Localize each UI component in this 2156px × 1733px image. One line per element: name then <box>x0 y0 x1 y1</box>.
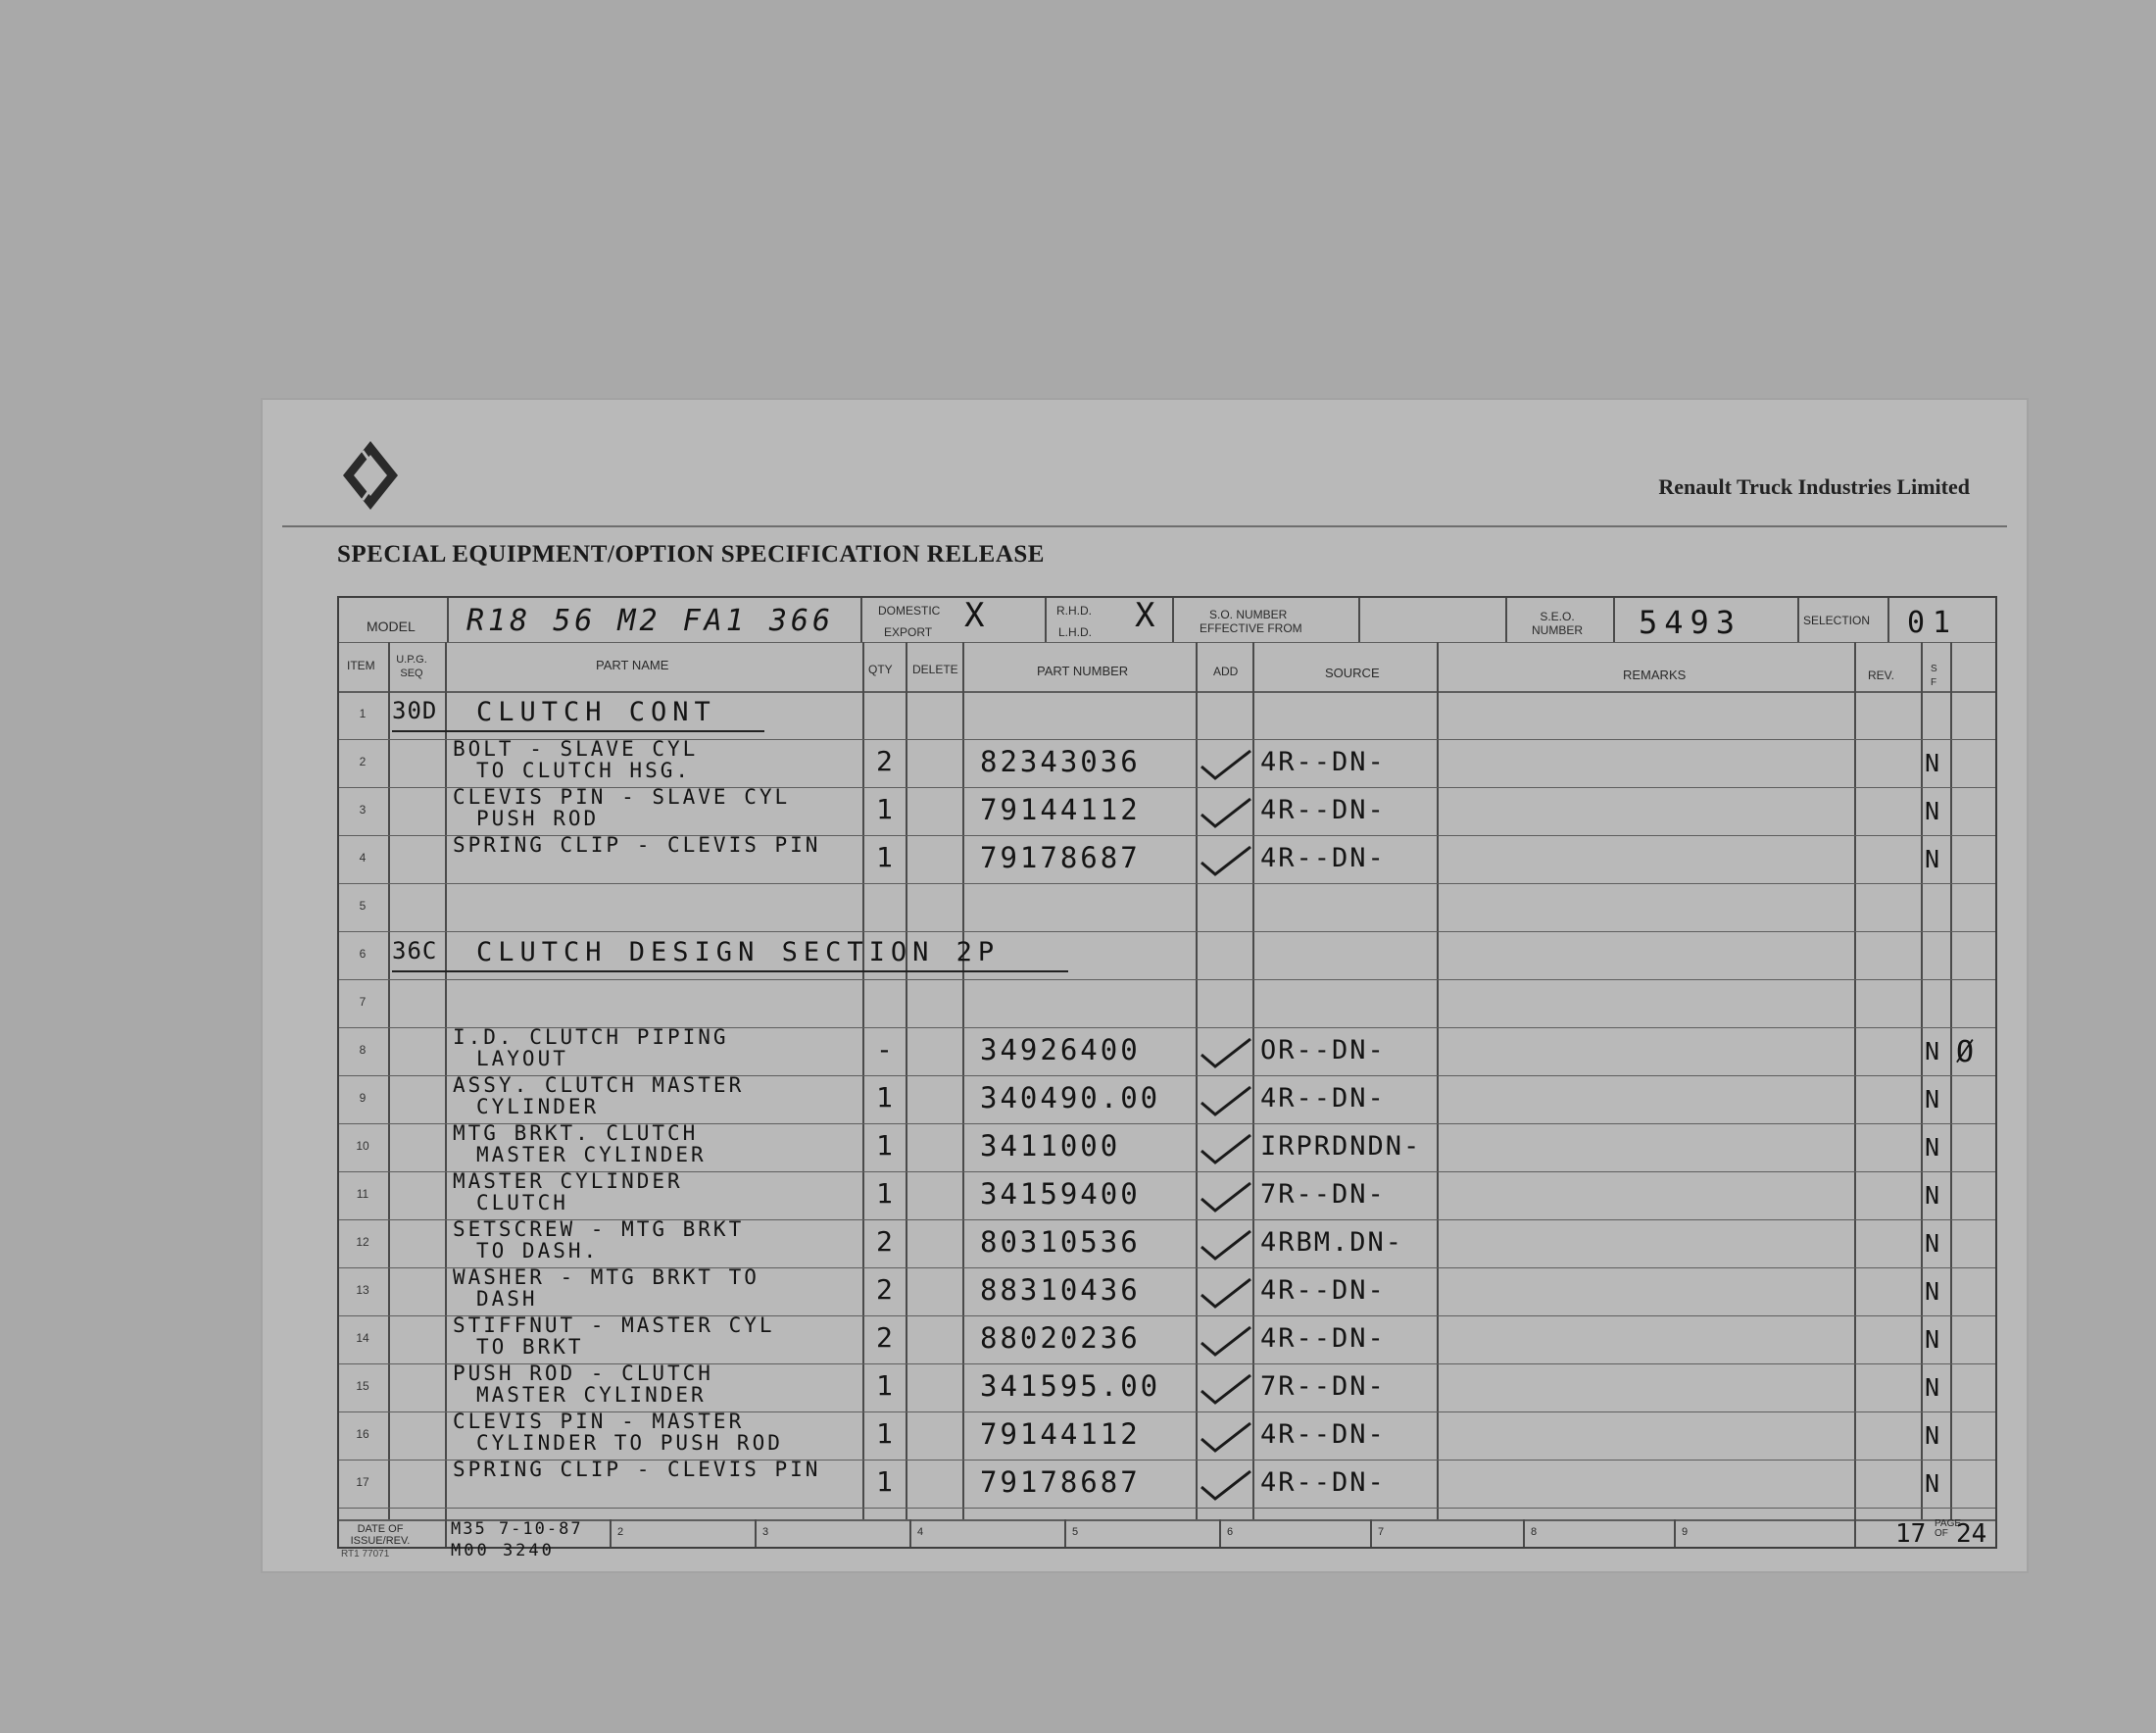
part-name-line2: TO DASH. <box>476 1239 600 1263</box>
quantity: 2 <box>876 745 893 777</box>
divider <box>1854 1519 1856 1547</box>
part-name-line1: SPRING CLIP - CLEVIS PIN <box>453 833 821 857</box>
sf-flag: N <box>1925 1277 1940 1306</box>
section-underline <box>392 730 764 732</box>
table-row <box>339 1411 1995 1460</box>
divider <box>1523 1519 1525 1547</box>
quantity: 1 <box>876 793 893 825</box>
part-number: 79178687 <box>980 841 1141 874</box>
selection-value: 01 <box>1907 606 1959 640</box>
item-number: 2 <box>359 755 367 768</box>
part-name-line1: CLEVIS PIN - SLAVE CYL <box>453 785 791 809</box>
divider <box>1358 598 1360 642</box>
source-code: IRPRDNDN- <box>1260 1131 1422 1162</box>
col-qty: QTY <box>868 663 893 676</box>
item-number: 9 <box>359 1091 367 1105</box>
table-row <box>339 931 1995 979</box>
source-code: 4R--DN- <box>1260 1419 1386 1450</box>
selection-label: SELECTION <box>1803 614 1871 627</box>
source-code: 4R--DN- <box>1260 1323 1386 1354</box>
table-row <box>339 1123 1995 1171</box>
divider <box>755 1519 757 1547</box>
part-name-line2: LAYOUT <box>476 1047 568 1070</box>
part-number: 82343036 <box>980 745 1141 778</box>
source-code: 4R--DN- <box>1260 1083 1386 1114</box>
quantity: 1 <box>876 1081 893 1114</box>
page-number: 17 <box>1895 1519 1927 1549</box>
footer-slot-number: 4 <box>917 1526 924 1538</box>
part-name-line1: ASSY. CLUTCH MASTER <box>453 1073 745 1097</box>
model-label: MODEL <box>367 619 416 634</box>
so-number-label: S.O. NUMBER <box>1209 608 1288 621</box>
part-number: 79144112 <box>980 793 1141 826</box>
part-name-line1: SETSCREW - MTG BRKT <box>453 1217 745 1241</box>
sf-flag: N <box>1925 1037 1940 1065</box>
sf-flag: N <box>1925 1469 1940 1498</box>
divider <box>1887 598 1889 642</box>
sf-flag: N <box>1925 1421 1940 1450</box>
part-number: 79144112 <box>980 1417 1141 1451</box>
add-checkmark-icon <box>1200 1323 1252 1359</box>
section-underline <box>392 970 1068 972</box>
add-checkmark-icon <box>1200 1131 1252 1166</box>
divider <box>1172 598 1174 642</box>
divider <box>339 1519 1995 1521</box>
sf-flag: N <box>1925 1373 1940 1402</box>
part-name-line1: MASTER CYLINDER <box>453 1169 683 1193</box>
quantity: 1 <box>876 1465 893 1498</box>
footer-slot-number: 9 <box>1682 1526 1689 1538</box>
item-number: 10 <box>356 1139 369 1153</box>
row-divider <box>339 1508 1995 1509</box>
part-name-line2: CYLINDER TO PUSH ROD <box>476 1431 783 1455</box>
domestic-label: DOMESTIC <box>878 604 941 618</box>
page-of-label: PAGE OF <box>1935 1518 1962 1539</box>
col-part-name: PART NAME <box>596 658 669 672</box>
source-code: 7R--DN- <box>1260 1371 1386 1402</box>
divider <box>860 598 862 642</box>
date-value-1: M35 7-10-87 <box>451 1519 583 1539</box>
item-number: 4 <box>359 851 367 865</box>
renault-diamond-logo <box>341 439 400 512</box>
add-checkmark-icon <box>1200 1227 1252 1263</box>
item-number: 6 <box>359 947 367 961</box>
add-checkmark-icon <box>1200 1371 1252 1407</box>
table-row <box>339 1027 1995 1075</box>
divider <box>1219 1519 1221 1547</box>
source-code: 4R--DN- <box>1260 795 1386 825</box>
quantity: 2 <box>876 1273 893 1306</box>
lhd-label: L.H.D. <box>1058 625 1093 639</box>
part-number: 88020236 <box>980 1321 1141 1355</box>
source-code: OR--DN- <box>1260 1035 1386 1065</box>
rhd-checkbox-mark: X <box>1135 596 1155 635</box>
part-number: 3411000 <box>980 1129 1121 1163</box>
seo-number-label: S.E.O. NUMBER <box>1531 610 1583 637</box>
table-row <box>339 1315 1995 1363</box>
source-code: 4R--DN- <box>1260 1467 1386 1498</box>
col-remarks: REMARKS <box>1623 668 1687 682</box>
date-value-2: M00 3240 <box>451 1541 555 1560</box>
source-code: 4R--DN- <box>1260 843 1386 873</box>
divider <box>909 1519 911 1547</box>
table-row <box>339 979 1995 1027</box>
item-number: 16 <box>356 1427 369 1441</box>
part-name-line1: WASHER - MTG BRKT TO <box>453 1265 760 1289</box>
item-number: 1 <box>359 707 367 720</box>
page-total: 24 <box>1956 1519 1987 1549</box>
section-heading: CLUTCH DESIGN SECTION 2P <box>476 937 1001 967</box>
table-row <box>339 835 1995 883</box>
divider <box>1370 1519 1372 1547</box>
add-checkmark-icon <box>1200 1275 1252 1311</box>
item-number: 13 <box>356 1283 369 1297</box>
part-name-line2: DASH <box>476 1287 538 1311</box>
sf-flag: N <box>1925 1181 1940 1210</box>
part-name-line2: CYLINDER <box>476 1095 600 1118</box>
part-name-line1: PUSH ROD - CLUTCH <box>453 1362 713 1385</box>
form-code: RT1 77071 <box>341 1549 390 1560</box>
item-number: 12 <box>356 1235 369 1249</box>
add-checkmark-icon <box>1200 795 1252 830</box>
col-source: SOURCE <box>1325 666 1380 680</box>
footer-slot-number: 3 <box>762 1526 769 1538</box>
table-row <box>339 1267 1995 1315</box>
sf-flag: N <box>1925 1085 1940 1114</box>
table-row <box>339 691 1995 739</box>
divider <box>1797 598 1799 642</box>
part-number: 340490.00 <box>980 1081 1161 1114</box>
sf-flag: N <box>1925 797 1940 825</box>
item-number: 14 <box>356 1331 369 1345</box>
part-name-line1: STIFFNUT - MASTER CYL <box>453 1313 775 1337</box>
divider <box>1064 1519 1066 1547</box>
rhd-label: R.H.D. <box>1056 604 1092 618</box>
export-label: EXPORT <box>884 625 933 639</box>
divider <box>447 598 449 642</box>
sf-flag: N <box>1925 1325 1940 1354</box>
effective-from-label: EFFECTIVE FROM <box>1200 621 1302 635</box>
add-checkmark-icon <box>1200 843 1252 878</box>
divider <box>282 525 2007 527</box>
add-checkmark-icon <box>1200 1035 1252 1070</box>
divider <box>1045 598 1047 642</box>
form-sheet <box>263 400 2027 1571</box>
domestic-checkbox-mark: X <box>964 596 985 635</box>
table-row <box>339 1460 1995 1508</box>
footer-slot-number: 5 <box>1072 1526 1079 1538</box>
table-row <box>339 1171 1995 1219</box>
part-name-line1: I.D. CLUTCH PIPING <box>453 1025 729 1049</box>
quantity: 1 <box>876 1417 893 1450</box>
sf-flag: N <box>1925 749 1940 777</box>
item-number: 8 <box>359 1043 367 1057</box>
quantity: - <box>876 1033 893 1065</box>
table-row <box>339 1219 1995 1267</box>
upg-seq: 30D <box>392 697 438 724</box>
sf-flag: N <box>1925 845 1940 873</box>
part-name-line2: TO CLUTCH HSG. <box>476 759 692 782</box>
col-add: ADD <box>1213 665 1239 678</box>
quantity: 1 <box>876 1369 893 1402</box>
divider <box>1613 598 1615 642</box>
part-name-line1: MTG BRKT. CLUTCH <box>453 1121 699 1145</box>
item-number: 17 <box>356 1475 369 1489</box>
col-rev: REV. <box>1868 668 1894 682</box>
table-row <box>339 883 1995 931</box>
col-sf: S F <box>1931 664 1937 688</box>
part-number: 80310536 <box>980 1225 1141 1259</box>
model-value: R18 56 M2 FA1 366 <box>466 604 835 638</box>
divider <box>610 1519 612 1547</box>
part-name-line2: MASTER CYLINDER <box>476 1143 707 1166</box>
table-row <box>339 787 1995 835</box>
footer-slot-number: 8 <box>1531 1526 1538 1538</box>
footer-slot-number: 6 <box>1227 1526 1234 1538</box>
divider <box>445 1519 447 1547</box>
source-code: 4RBM.DN- <box>1260 1227 1404 1258</box>
part-number: 34926400 <box>980 1033 1141 1066</box>
item-number: 11 <box>356 1187 369 1201</box>
sf-flag-2: Ø <box>1956 1035 1975 1069</box>
add-checkmark-icon <box>1200 1419 1252 1455</box>
part-name-line1: CLEVIS PIN - MASTER <box>453 1410 745 1433</box>
date-of-issue-label: DATE OF ISSUE/REV. <box>350 1523 411 1547</box>
seo-number-value: 5493 <box>1639 604 1742 641</box>
item-number: 7 <box>359 995 367 1009</box>
upg-seq: 36C <box>392 937 438 965</box>
col-delete: DELETE <box>912 663 958 676</box>
part-number: 34159400 <box>980 1177 1141 1211</box>
form-title: SPECIAL EQUIPMENT/OPTION SPECIFICATION RELEASE <box>337 541 1045 568</box>
divider <box>1505 598 1507 642</box>
part-name-line2: CLUTCH <box>476 1191 568 1214</box>
part-number: 341595.00 <box>980 1369 1161 1403</box>
add-checkmark-icon <box>1200 1467 1252 1503</box>
sf-flag: N <box>1925 1133 1940 1162</box>
company-name: Renault Truck Industries Limited <box>1658 474 1970 499</box>
table-row <box>339 1363 1995 1411</box>
part-name-line2: TO BRKT <box>476 1335 584 1359</box>
col-upg-seq: U.P.G. SEQ <box>396 654 427 679</box>
quantity: 2 <box>876 1225 893 1258</box>
add-checkmark-icon <box>1200 1179 1252 1214</box>
section-heading: CLUTCH CONT <box>476 697 716 727</box>
source-code: 4R--DN- <box>1260 1275 1386 1306</box>
part-number: 88310436 <box>980 1273 1141 1307</box>
divider <box>339 642 1995 643</box>
col-item: ITEM <box>347 659 375 672</box>
quantity: 1 <box>876 841 893 873</box>
part-name-line1: SPRING CLIP - CLEVIS PIN <box>453 1458 821 1481</box>
add-checkmark-icon <box>1200 1083 1252 1118</box>
sf-flag: N <box>1925 1229 1940 1258</box>
quantity: 1 <box>876 1129 893 1162</box>
part-number: 79178687 <box>980 1465 1141 1499</box>
item-number: 5 <box>359 899 367 913</box>
quantity: 1 <box>876 1177 893 1210</box>
item-number: 15 <box>356 1379 369 1393</box>
divider <box>1674 1519 1676 1547</box>
footer-slot-number: 2 <box>617 1526 624 1538</box>
table-row <box>339 739 1995 787</box>
item-number: 3 <box>359 803 367 817</box>
quantity: 2 <box>876 1321 893 1354</box>
table-row <box>339 1075 1995 1123</box>
part-name-line1: BOLT - SLAVE CYL <box>453 737 699 761</box>
part-name-line2: PUSH ROD <box>476 807 600 830</box>
footer-slot-number: 7 <box>1378 1526 1385 1538</box>
col-part-number: PART NUMBER <box>1037 664 1129 678</box>
source-code: 4R--DN- <box>1260 747 1386 777</box>
part-name-line2: MASTER CYLINDER <box>476 1383 707 1407</box>
add-checkmark-icon <box>1200 747 1252 782</box>
source-code: 7R--DN- <box>1260 1179 1386 1210</box>
